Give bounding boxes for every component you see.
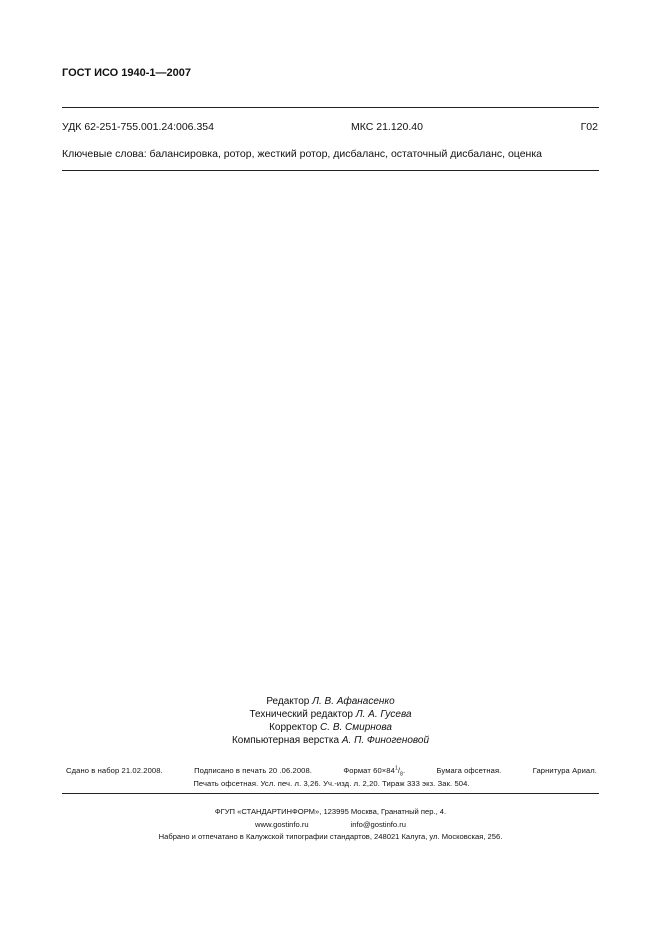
credits-block: [0, 695, 661, 747]
udk-code: УДК 62-251-755.001.24:006.354: [62, 121, 214, 133]
credit-editor: Редактор Л. В. Афанасенко: [266, 696, 395, 707]
credit-tech-editor: Технический редактор Л. А. Гусева: [249, 709, 412, 720]
keywords-line: Ключевые слова: балансировка, ротор, жесткий ротор, дисбаланс, остаточный дисбаланс, оценка: [62, 148, 543, 160]
publisher-address: ФГУП «СТАНДАРТИНФОРМ», 123995 Москва, Гранатный пер., 4.: [214, 807, 447, 816]
publisher-email: info@gostinfo.ru: [350, 819, 407, 829]
credit-proofreader: Корректор С. В. Смирнова: [269, 722, 392, 733]
imprint-line-2: Печать офсетная. Усл. печ. л. 3,26. Уч.-изд. л. 2,20. Тираж 333 экз. Зак. 504.: [193, 778, 470, 788]
publisher-website: www.gostinfo.ru: [254, 819, 309, 829]
publisher-contacts: [0, 819, 661, 832]
publisher-block: [0, 806, 661, 844]
top-divider: [62, 107, 599, 108]
group-code: Г02: [580, 121, 598, 133]
imprint-line-1: Сдано в набор 21.02.2008. Подписано в печать 20 .06.2008. Формат $60\times 84^1/_8$. Бумага офсетная. Гарнитура Ариал.: [66, 765, 597, 778]
printer-info: Набрано и отпечатано в Калужской типографии стандартов, 248021 Калуга, ул. Московская, 256.: [158, 832, 503, 841]
format-text: Формат $60\times 84^1/_8$.: [343, 765, 406, 778]
bottom-divider: [62, 793, 599, 794]
credit-layout: Компьютерная верстка А. П. Финогеновой: [231, 735, 430, 746]
standard-title: ГОСТ ИСО 1940-1—2007: [62, 67, 192, 79]
imprint-block: [66, 765, 597, 790]
mks-code: МКС 21.120.40: [351, 121, 423, 133]
keywords-divider: [62, 170, 599, 171]
